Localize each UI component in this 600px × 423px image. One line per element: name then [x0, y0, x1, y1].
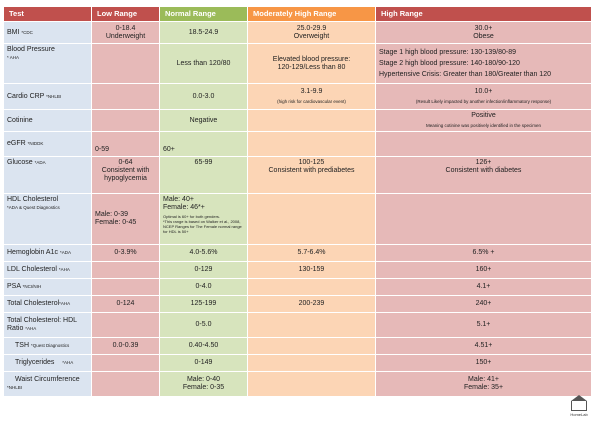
test-name: eGFR — [7, 140, 26, 147]
moderate-range-cell — [248, 355, 376, 372]
low-value: 0-18.4 — [115, 24, 136, 32]
test-name: PSA — [7, 283, 21, 290]
high-value: 10.0+ — [474, 88, 493, 96]
high-range-cell — [376, 296, 592, 313]
row-glucose — [4, 157, 592, 194]
high-range-cell — [376, 132, 592, 157]
normal-range-cell — [160, 84, 248, 110]
low-range-cell — [92, 296, 160, 313]
high-value: 160+ — [475, 266, 492, 273]
high-value: 126+ — [475, 159, 492, 166]
high-value: 5.1+ — [476, 321, 491, 328]
high-value: 4.1+ — [476, 283, 491, 290]
test-name-cell — [4, 313, 92, 338]
header-moderately-high-range: Moderately High Range — [248, 7, 376, 22]
row-egfr — [4, 132, 592, 157]
moderate-range-cell — [248, 84, 376, 110]
moderate-range-cell — [248, 22, 376, 44]
high-note: Obese — [473, 32, 494, 40]
test-name-cell — [4, 157, 92, 194]
row-bmi — [4, 22, 592, 44]
normal-value-female: Female: 0-35 — [182, 384, 225, 391]
high-value: 150+ — [475, 359, 492, 366]
moderate-value: 130-159 — [298, 266, 325, 273]
low-range-cell — [92, 313, 160, 338]
moderate-value: 5.7-6.4% — [297, 249, 326, 256]
normal-footnote: *This range is based on Walker et al., 2008, NCEP Ranges for The Female normal range for HDL is 50+ — [163, 219, 242, 234]
low-note: Underweight — [105, 32, 146, 40]
normal-value: 18.5-24.9 — [188, 28, 219, 36]
low-range-cell — [92, 110, 160, 132]
normal-range-cell — [160, 245, 248, 262]
header-test: Test — [4, 7, 92, 22]
low-value: 0-64 — [118, 159, 133, 166]
test-source: *ADA & Quest Diagnostics — [7, 205, 60, 210]
test-name: Total Cholesterol — [7, 300, 60, 307]
low-range-cell — [92, 355, 160, 372]
low-value-female: Female: 0-45 — [95, 219, 137, 226]
high-range-cell — [376, 279, 592, 296]
row-ldl-cholesterol — [4, 262, 592, 279]
test-name: TSH — [15, 342, 29, 349]
low-range-cell — [92, 157, 160, 194]
high-value-female: Female: 35+ — [463, 384, 504, 391]
row-total-cholesterol — [4, 296, 592, 313]
row-waist-circumference — [4, 372, 592, 397]
test-name-cell — [4, 132, 92, 157]
high-range-cell — [376, 262, 592, 279]
moderate-value: 3.1-9.9 — [300, 88, 323, 96]
high-range-cell — [376, 355, 592, 372]
low-range-cell — [92, 84, 160, 110]
moderate-note: Overweight — [293, 32, 330, 40]
test-name-cell — [4, 296, 92, 313]
high-note: Consistent with diabetes — [445, 167, 522, 174]
row-blood-pressure — [4, 44, 592, 84]
low-range-cell — [92, 245, 160, 262]
low-value: 0-3.9% — [114, 249, 137, 256]
test-source: *NHLBI — [46, 93, 62, 99]
moderate-range-cell — [248, 279, 376, 296]
high-range-cell — [376, 84, 592, 110]
test-source: * AHA — [7, 55, 20, 60]
lab-ranges-table — [3, 6, 592, 397]
test-source: *NHLBI — [7, 385, 23, 390]
test-name-cell — [4, 279, 92, 296]
low-range-cell — [92, 194, 160, 245]
low-value-male: Male: 0-39 — [95, 211, 129, 218]
test-name-cell — [4, 262, 92, 279]
test-name: Cardio CRP — [7, 92, 45, 100]
moderate-range-cell — [248, 157, 376, 194]
low-note: Consistent with — [101, 167, 150, 174]
low-note: hypoglycemia — [104, 175, 147, 182]
moderate-range-cell — [248, 245, 376, 262]
test-source: *AHA — [59, 301, 71, 306]
normal-range-cell — [160, 110, 248, 132]
high-stage-1: Stage 1 high blood pressure: 130-139/80-89 — [379, 48, 516, 56]
normal-value: 60+ — [163, 146, 175, 153]
high-value: Positive — [471, 112, 496, 120]
normal-range-cell — [160, 313, 248, 338]
test-name: LDL Cholesterol — [7, 266, 57, 273]
row-total-cholesterol-hdl-ratio — [4, 313, 592, 338]
normal-range-cell — [160, 279, 248, 296]
normal-range-cell — [160, 22, 248, 44]
moderate-range-cell — [248, 194, 376, 245]
moderate-range-cell — [248, 296, 376, 313]
moderate-range-cell — [248, 338, 376, 355]
high-range-cell — [376, 313, 592, 338]
row-hemoglobin-a1c — [4, 245, 592, 262]
low-range-cell — [92, 44, 160, 84]
moderate-range-cell — [248, 313, 376, 338]
header-normal-range: Normal Range — [160, 7, 248, 22]
test-source: *NCI/NIH — [22, 284, 42, 289]
low-range-cell — [92, 338, 160, 355]
test-source: *NIDDK — [27, 141, 44, 146]
high-value: 240+ — [475, 300, 492, 307]
test-name-cell — [4, 44, 92, 84]
moderate-value: 25.0-29.9 — [296, 24, 327, 32]
low-value: 0.0-0.39 — [112, 342, 139, 349]
test-source: *ADA — [34, 160, 46, 165]
test-source: *Quest Diagnostics — [30, 343, 70, 348]
test-name-cell — [4, 84, 92, 110]
logo-text: HomeLab — [570, 412, 588, 417]
header-high-range: High Range — [376, 7, 592, 22]
high-stage-2: Stage 2 high blood pressure: 140-180/90-120 — [379, 59, 520, 67]
moderate-value: 200-239 — [298, 300, 325, 307]
test-name: Total Cholesterol: HDL Ratio — [7, 317, 77, 332]
high-range-cell — [376, 245, 592, 262]
test-name-cell — [4, 245, 92, 262]
row-psa — [4, 279, 592, 296]
moderate-range-cell — [248, 372, 376, 397]
moderate-range-cell — [248, 132, 376, 157]
test-source: *AHA — [62, 360, 74, 365]
moderate-note: Consistent with prediabetes — [268, 167, 355, 174]
moderate-value: Elevated blood pressure: — [272, 55, 351, 63]
test-source: *CDC — [21, 29, 33, 35]
house-icon — [571, 401, 587, 411]
normal-value: Less than 120/80 — [176, 59, 231, 67]
test-source: *ADA — [59, 250, 71, 255]
normal-value-male: Male: 0-40 — [186, 376, 221, 383]
normal-value: 0.40-4.50 — [188, 342, 219, 349]
high-crisis: Hypertensive Crisis: Greater than 180/Greater than 120 — [379, 70, 551, 78]
moderate-value: 100-125 — [298, 159, 325, 166]
high-value: 6.5% + — [472, 249, 495, 256]
test-name-cell — [4, 338, 92, 355]
normal-value-male: Male: 40+ — [163, 196, 194, 203]
high-value: 30.0+ — [474, 24, 493, 32]
homelab-logo — [568, 401, 590, 417]
test-name: Hemoglobin A1c — [7, 249, 58, 256]
high-range-cell — [376, 22, 592, 44]
row-cardio-crp — [4, 84, 592, 110]
high-range-cell — [376, 194, 592, 245]
normal-value-female: Female: 46*+ — [163, 204, 205, 211]
normal-value: 0-149 — [194, 359, 213, 366]
normal-note: Optimal is 60+ for both genders. — [163, 214, 221, 219]
normal-range-cell — [160, 262, 248, 279]
normal-range-cell — [160, 44, 248, 84]
low-value: 0-124 — [116, 300, 135, 307]
high-range-cell — [376, 110, 592, 132]
low-range-cell — [92, 262, 160, 279]
test-name-cell — [4, 372, 92, 397]
normal-value: 125-199 — [190, 300, 217, 307]
test-name-cell — [4, 355, 92, 372]
high-value: 4.51+ — [474, 342, 493, 349]
moderate-range-cell — [248, 110, 376, 132]
normal-range-cell — [160, 355, 248, 372]
test-name: HDL Cholesterol — [7, 196, 59, 203]
normal-range-cell — [160, 296, 248, 313]
high-range-cell — [376, 157, 592, 194]
test-name: BMI — [7, 28, 20, 36]
normal-range-cell — [160, 338, 248, 355]
moderate-note: 120-129/Less than 80 — [277, 63, 346, 71]
low-range-cell — [92, 279, 160, 296]
normal-value: 0.0-3.0 — [192, 92, 215, 100]
row-cotinine — [4, 110, 592, 132]
normal-value: 4.0-5.6% — [189, 249, 218, 256]
test-name: Glucose — [7, 159, 33, 166]
high-range-cell — [376, 338, 592, 355]
normal-range-cell — [160, 132, 248, 157]
test-source: *AHA — [25, 326, 37, 331]
test-name-cell — [4, 110, 92, 132]
normal-value: 0-5.0 — [195, 321, 212, 328]
moderate-note: (high risk for cardiovascular event) — [277, 99, 346, 105]
moderate-range-cell — [248, 44, 376, 84]
row-triglycerides — [4, 355, 592, 372]
test-source: *AHA — [58, 267, 70, 272]
test-name-cell — [4, 22, 92, 44]
normal-value: 0-129 — [194, 266, 213, 273]
low-range-cell — [92, 372, 160, 397]
high-range-cell — [376, 44, 592, 84]
high-note: Meaning cotinine was positively identified in the specimen — [425, 123, 542, 129]
test-name: Triglycerides — [15, 359, 55, 366]
normal-value: 65-99 — [194, 159, 213, 166]
normal-range-cell — [160, 194, 248, 245]
row-hdl-cholesterol — [4, 194, 592, 245]
normal-value: Negative — [189, 116, 218, 124]
low-range-cell — [92, 22, 160, 44]
header-low-range: Low Range — [92, 7, 160, 22]
high-range-cell — [376, 372, 592, 397]
low-value: 0-59 — [95, 146, 110, 153]
normal-range-cell — [160, 372, 248, 397]
test-name: Cotinine — [7, 116, 33, 124]
high-note: (Result Likely impacted by another infection/inflammatory response) — [415, 99, 552, 105]
normal-range-cell — [160, 157, 248, 194]
high-value-male: Male: 41+ — [468, 376, 499, 383]
test-name: Blood Pressure — [7, 46, 55, 53]
low-range-cell — [92, 132, 160, 157]
test-name: Waist Circumference — [15, 376, 80, 383]
test-name-cell — [4, 194, 92, 245]
normal-value: 0-4.0 — [195, 283, 212, 290]
header-row — [4, 7, 592, 22]
moderate-range-cell — [248, 262, 376, 279]
row-tsh — [4, 338, 592, 355]
